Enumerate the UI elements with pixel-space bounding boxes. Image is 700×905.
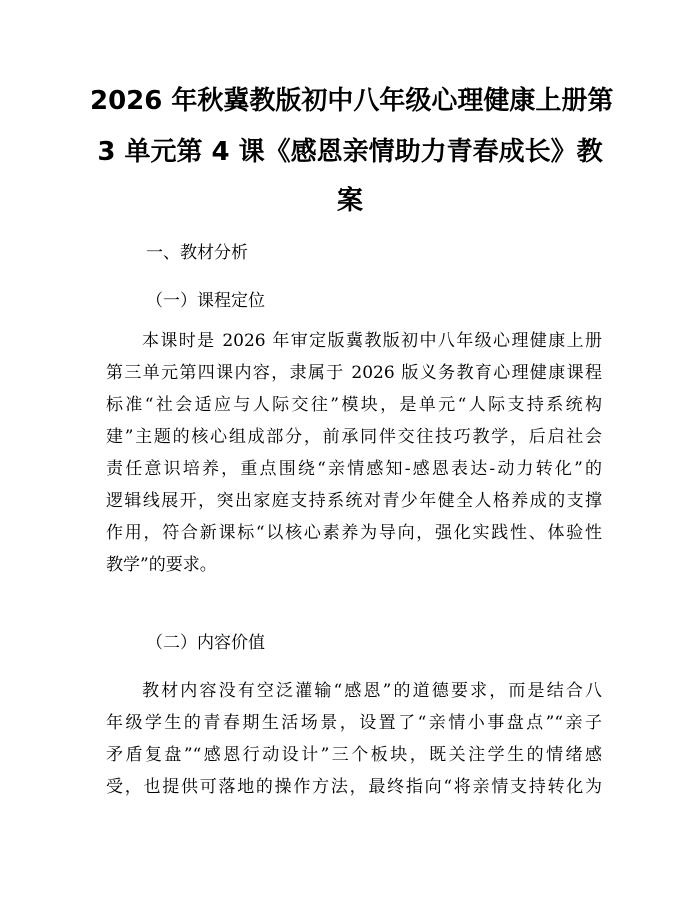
paragraph-line: 第三单元第四课内容，隶属于 2026 版义务教育心理健康课程 [106,363,602,383]
paragraph-line: 责任意识培养，重点围绕“亲情感知-感恩表达-动力转化”的 [106,459,602,479]
subsection-heading-course-positioning: （一）课程定位 [146,291,265,311]
paragraph-line: 建”主题的核心组成部分，前承同伴交往技巧教学，后启社会 [106,427,602,447]
section-heading-teaching-material-analysis: 一、教材分析 [146,243,248,263]
paragraph-line: 教学”的要求。 [106,555,217,575]
document-title-line-2: 3 单元第 4 课《感恩亲情助力青春成长》教 [97,137,603,167]
document-title-line-1: 2026 年秋冀教版初中八年级心理健康上册第 [90,86,614,116]
paragraph-line: 矛盾复盘”“感恩行动设计”三个板块，既关注学生的情绪感 [106,745,602,765]
paragraph-line: 本课时是 2026 年审定版冀教版初中八年级心理健康上册 [142,331,602,351]
paragraph-line: 作用，符合新课标“以核心素养为导向，强化实践性、体验性 [106,523,602,543]
paragraph-line: 逻辑线展开，突出家庭支持系统对青少年健全人格养成的支撑 [106,491,602,511]
paragraph-course-positioning [106,325,602,581]
subsection-heading-content-value: （二）内容价值 [146,633,265,653]
document-title-line-3: 案 [336,186,363,216]
paragraph-line: 标准“社会适应与人际交往”模块，是单元“人际支持系统构 [106,395,602,415]
paragraph-line: 年级学生的青春期生活场景，设置了“亲情小事盘点”“亲子 [106,713,602,733]
paragraph-line: 受，也提供可落地的操作方法，最终指向“将亲情支持转化为 [106,777,602,797]
paragraph-content-value [106,675,602,803]
paragraph-line: 教材内容没有空泛灌输“感恩”的道德要求，而是结合八 [142,681,602,701]
